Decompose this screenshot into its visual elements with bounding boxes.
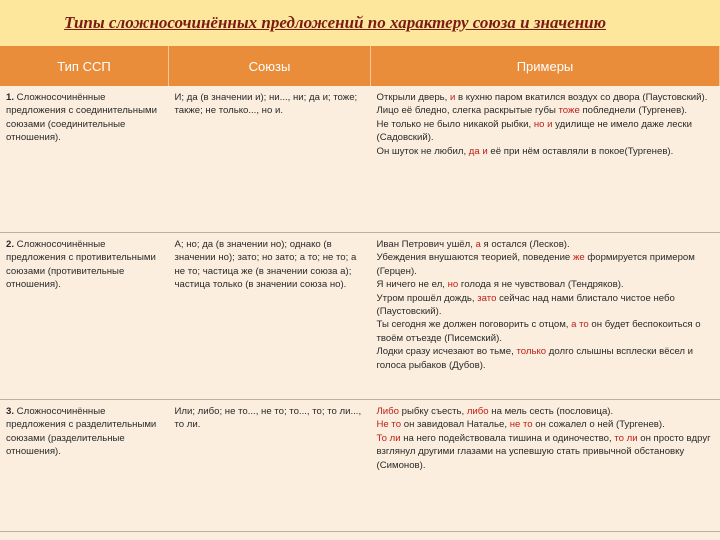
conjunction-highlight: зато — [477, 292, 497, 304]
examples-cell — [371, 400, 720, 532]
example-text: Ты сегодня же должен поговорить с отцом, — [376, 319, 572, 331]
conjunction-highlight: и — [450, 92, 456, 103]
conjunction-highlight: но — [447, 279, 459, 291]
example-text: Открыли дверь, — [376, 92, 450, 103]
conjunction-highlight: тоже — [558, 105, 580, 117]
type-text: Сложносочинённые предложения с соединительными союзами (соединительные отношения). — [6, 92, 157, 144]
conjunction-highlight: не то — [509, 419, 533, 431]
type-cell — [0, 86, 169, 233]
conjunction-highlight: То ли — [376, 432, 401, 444]
example-sentence — [377, 118, 714, 145]
example-sentence — [377, 418, 714, 431]
conjunction-highlight: Либо — [376, 406, 399, 417]
conjunction-highlight: то ли — [614, 432, 638, 444]
example-sentence — [377, 238, 714, 251]
type-cell — [0, 400, 169, 532]
row-number: 2. — [6, 239, 15, 250]
example-text: голода я не чувствовал (Тендряков). — [458, 279, 624, 291]
example-text: Убеждения внушаются теорией, поведение — [376, 252, 573, 264]
example-sentence — [377, 318, 714, 345]
type-text: Сложносочинённые предложения с противительными союзами (противительные отношения). — [6, 239, 156, 291]
conjunction-highlight: же — [572, 252, 585, 264]
examples-cell — [371, 233, 720, 400]
example-sentence — [377, 251, 714, 278]
type-cell — [0, 233, 169, 400]
example-text: на него подействовала тишина и одиночество, — [400, 432, 615, 444]
example-text: сейчас над нами блистало чистое небо (Паустовский). — [376, 292, 675, 318]
conjunction-highlight: но и — [533, 118, 553, 130]
title-bar — [0, 0, 720, 46]
example-sentence — [377, 278, 714, 291]
table-row — [0, 400, 720, 532]
example-sentence — [377, 292, 714, 319]
example-sentence — [377, 145, 714, 158]
example-text: Он шуток не любил, — [376, 145, 469, 157]
example-text: Не только не было никакой рыбки, — [376, 118, 534, 130]
row-number: 3. — [6, 406, 15, 417]
page-title: Типы сложносочинённых предложений по характеру союза и значению — [64, 13, 607, 32]
table-header-row — [0, 46, 720, 86]
example-sentence — [377, 345, 714, 372]
examples-cell — [371, 86, 720, 233]
example-text: он сожалел о ней (Тургенев). — [532, 419, 665, 431]
example-sentence — [377, 405, 714, 418]
conjunction-highlight: либо — [466, 406, 489, 417]
example-sentence — [377, 91, 714, 104]
example-text: он будет беспокоиться о твоём отъезде (Писемский). — [376, 319, 701, 344]
example-text: я остался (Лесков). — [480, 239, 570, 250]
conjunction-highlight: Не то — [376, 419, 402, 431]
example-text: в кухню паром вкатился воздух со двора (Паустовский). — [455, 92, 708, 103]
example-text: формируется примером (Герцен). — [376, 252, 695, 277]
example-text: он просто вдруг взглянул другими глазами на успевшую стать привычной обстановку (Симонов). — [376, 432, 711, 471]
conjunction-highlight: только — [516, 346, 547, 358]
ssp-table — [0, 46, 720, 532]
example-text: удилище не имело даже лески (Садовский). — [376, 118, 692, 144]
unions-cell: Или; либо; не то..., не то; то..., то; то ли..., то ли. — [169, 400, 371, 532]
header-examples: Примеры — [371, 46, 720, 86]
example-sentence — [377, 432, 714, 472]
example-text: её при нём оставляли в покое(Тургенев). — [487, 145, 674, 157]
unions-cell: И; да (в значении и); ни..., ни; да и; тоже; также; не только..., но и. — [169, 86, 371, 233]
table-row — [0, 86, 720, 233]
example-text: рыбку съесть, — [399, 406, 467, 417]
conjunction-highlight: а то — [571, 319, 589, 331]
example-text: Утром прошёл дождь, — [376, 292, 478, 304]
unions-cell: А; но; да (в значении но); однако (в значении но); зато; но зато; а то; не то; а не то; частица же (в значении союза а); частица только (в значении союза но). — [169, 233, 371, 400]
row-number: 1. — [6, 92, 15, 103]
example-text: Я ничего не ел, — [376, 279, 448, 291]
example-text: он завидовал Наталье, — [401, 419, 510, 431]
example-text: Лодки сразу исчезают во тьме, — [376, 346, 517, 358]
example-sentence — [377, 104, 714, 117]
example-text: Лицо её бледно, слегка раскрытые губы — [376, 105, 559, 117]
header-unions: Союзы — [169, 46, 371, 86]
example-text: на мель сесть (пословица). — [488, 406, 614, 417]
table-row — [0, 233, 720, 400]
example-text: Иван Петрович ушёл, — [376, 239, 476, 250]
example-text: побледнели (Тургенев). — [579, 105, 688, 117]
conjunction-highlight: да и — [468, 145, 488, 157]
conjunction-highlight: а — [475, 239, 481, 250]
type-text: Сложносочинённые предложения с разделительными союзами (разделительные отношения). — [6, 406, 157, 458]
example-text: долго слышны всплески вёсел и голоса рыбаков (Дубов). — [376, 346, 694, 371]
header-type: Тип ССП — [0, 46, 169, 86]
